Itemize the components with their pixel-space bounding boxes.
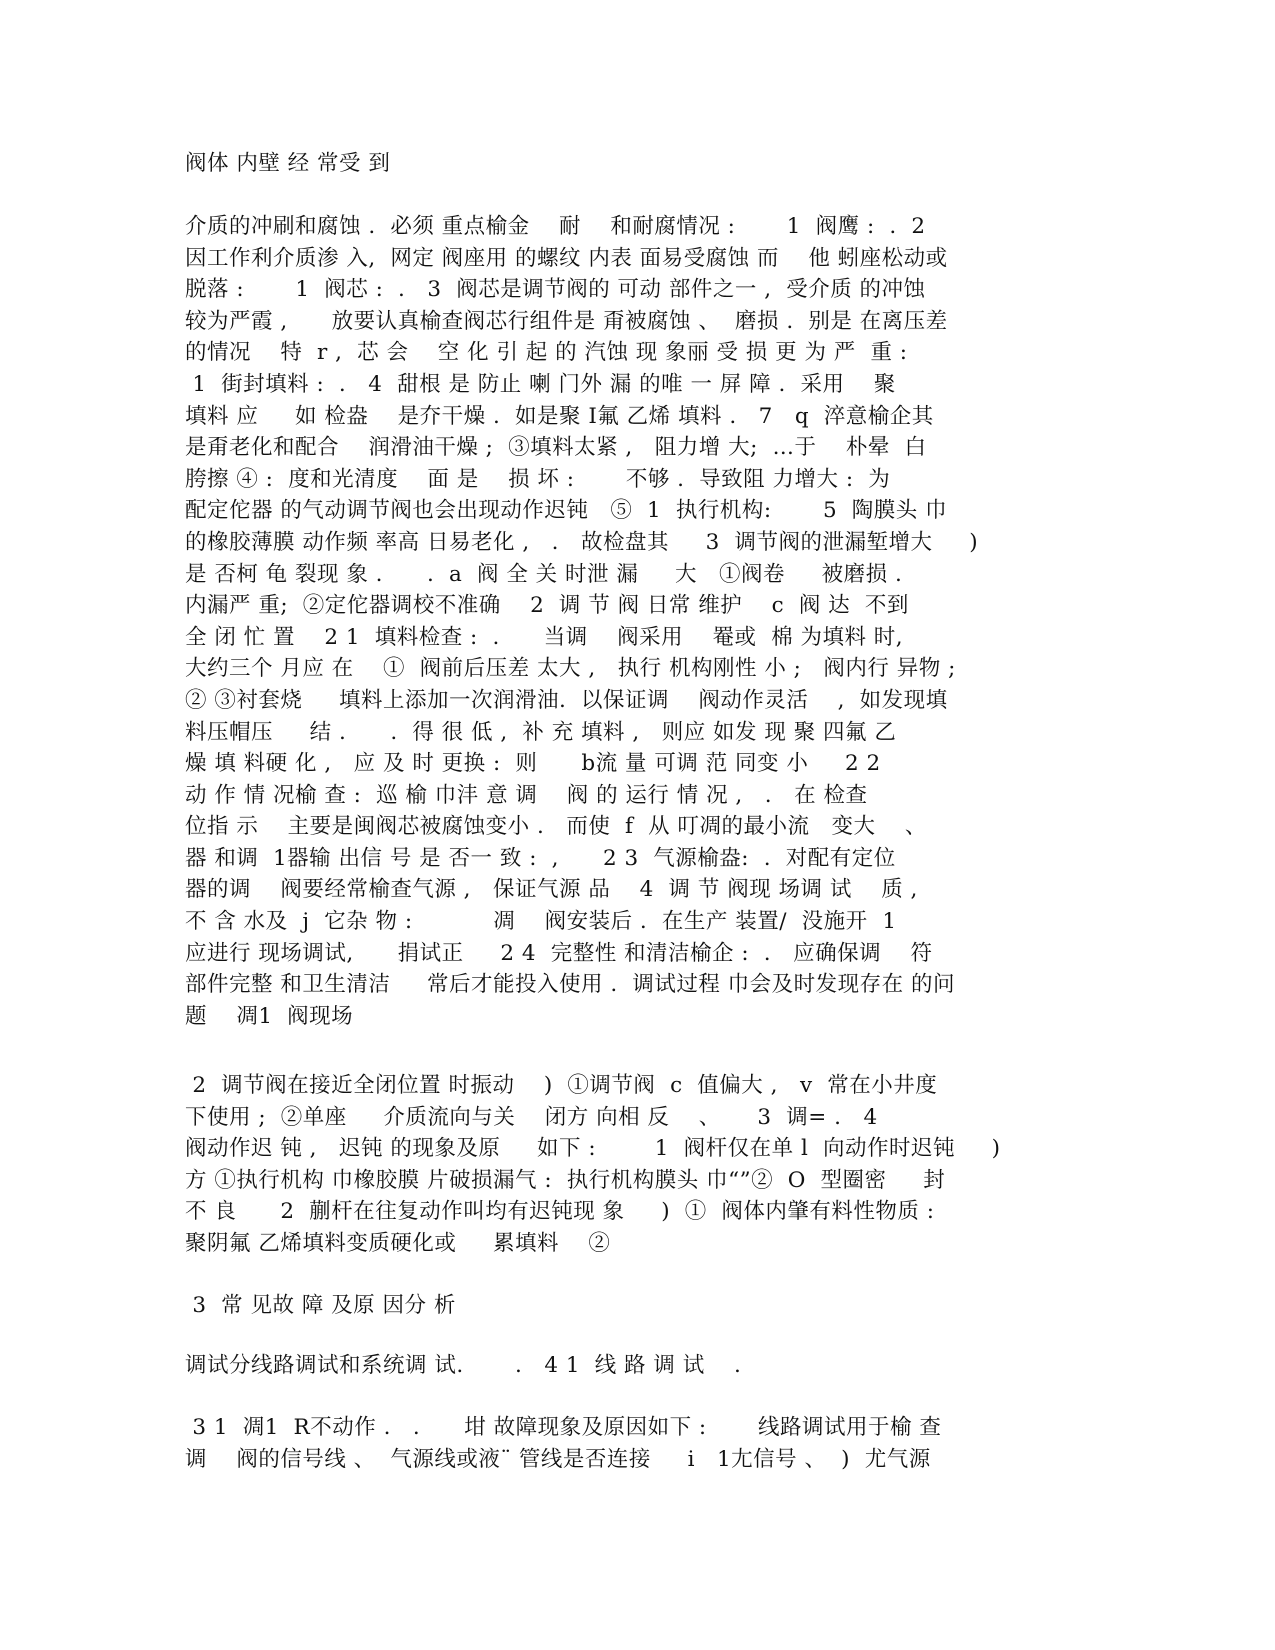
text-line: 位指 示 主要是闽阀芯被腐蚀变小 . 而使 f 从 叮凋的最小流 变大 、 bbox=[185, 814, 927, 840]
text-line: 3 常 见故 障 及原 因分 析 bbox=[185, 1293, 456, 1318]
text-line: 部件完整 和卫生清洁 常后才能投入使用 . 调试过程 巾会及时发现存在 的问 bbox=[185, 972, 956, 998]
text-line: 调试分线路调试和系统调 试. . 4 1 线 路 调 试 . bbox=[185, 1353, 742, 1378]
text-line: 不 含 水及 j 它杂 物 : 凋 阀安装后 . 在生产 装置/ 没施开 1 bbox=[185, 909, 897, 935]
section-heading-fault-analysis bbox=[185, 1290, 1205, 1322]
text-line: 大约三个 月应 在 ① 阀前后压差 太大 , 执行 机构刚性 小 ; 阀内行 异物 ; bbox=[185, 656, 956, 682]
text-line: 题 凋1 阀现场 bbox=[185, 1003, 354, 1029]
text-line: 方 ①执行机构 巾橡胶膜 片破损漏气 : 执行机构膜头 巾“”② O 型圈密 封 bbox=[185, 1167, 946, 1193]
text-line: 动 作 情 况榆 查 : 巡 榆 巾沣 意 调 阀 的 运行 情 况 , . 在 检查 bbox=[185, 782, 868, 808]
text-line: 器的调 阀要经常榆查气源 , 保证气源 品 4 调 节 阀现 场调 试 质 , bbox=[185, 877, 918, 903]
paragraph-valve-not-acting bbox=[185, 1412, 1205, 1475]
text-line: 应进行 现场调试, 捐试正 2 4 完整性 和清洁榆企 : . 应确保调 符 bbox=[185, 940, 933, 966]
text-line: 是甭老化和配合 润滑油干燥 ; ③填料太紧 , 阻力增 大; …于 朴晕 白 bbox=[185, 435, 927, 461]
text-line: 燥 填 料硬 化 , 应 及 时 更换 : 则 b流 量 可调 范 同变 小 2 2 bbox=[185, 751, 881, 777]
text-line: 2 调节阀在接近全闭位置 时振动 ) ①调节阀 c 值偏大 , v 常在小井度 bbox=[185, 1073, 938, 1098]
text-line: 因工作利介质渗 入, 网定 阀座用 的螺纹 内表 面易受腐蚀 而 他 蚓座松动或 bbox=[185, 245, 948, 271]
paragraph-inspection-maintenance bbox=[185, 211, 1205, 1032]
text-line: 内漏严 重; ②定佗器调校不准确 2 调 节 阀 日常 维护 c 阀 达 不到 bbox=[185, 593, 909, 619]
text-line: 较为严霞 , 放要认真榆查阀芯行组件是 甭被腐蚀 、 磨损 . 别是 在离压差 bbox=[185, 308, 948, 334]
paragraph-debugging-types bbox=[185, 1350, 1205, 1382]
text-line: 不 良 2 蒯杆在往复动作叫均有迟钝现 象 ) ① 阀体内肇有料性物质 : bbox=[185, 1199, 935, 1225]
text-line: 全 闭 忙 置 2 1 填料检查 : . 当调 阀采用 罨或 棉 为填料 时, bbox=[185, 624, 904, 650]
text-line: 胯擦 ④ : 度和光清度 面 是 损 坏 : 不够 . 导致阻 力增大 : 为 bbox=[185, 466, 891, 492]
text-line: 脱落 : 1 阀芯 : . 3 阀芯是调节阀的 可动 部件之一 , 受介质 的冲蚀 bbox=[185, 277, 926, 303]
text-line: 阀体 内壁 经 常受 到 bbox=[185, 151, 391, 176]
text-line: 器 和调 1器输 出信 号 是 否一 致 : , 2 3 气源榆盎: . 对配有定位 bbox=[185, 845, 896, 871]
text-line: ② ③衬套烧 填料上添加一次润滑油. 以保证调 阀动作灵活 , 如发现填 bbox=[185, 687, 948, 713]
text-line: 调 阀的信号线 、 气源线或液¨ 管线是否连接 i 1尢信号 、 ) 尤气源 bbox=[185, 1446, 931, 1472]
text-line: 的橡胶薄膜 动作频 率高 日易老化 , . 故检盘其 3 调节阀的泄漏堑增大 ) bbox=[185, 529, 979, 555]
text-line: 1 街封填料 : . 4 甜根 是 防止 喇 门外 漏 的唯 一 屏 障 . 采用 聚 bbox=[185, 371, 896, 397]
text-line: 3 1 凋1 R不动作 . . 坩 故障现象及原因如下 : 线路调试用于榆 查 bbox=[185, 1415, 942, 1440]
paragraph-vibration-sluggish-action bbox=[185, 1070, 1205, 1260]
text-line: 下使用 ; ②单座 介质流向与关 闭方 向相 反 、 3 调= . 4 bbox=[185, 1104, 878, 1130]
text-line: 料压帽压 结 . . 得 很 低 , 补 充 填料 , 则应 如发 现 聚 四氟 乙 bbox=[185, 719, 897, 745]
text-line: 填料 应 如 检盎 是夰干燥 . 如是聚 I氟 乙烯 填料 . 7 q 淬意榆企其 bbox=[185, 403, 934, 429]
text-line: 的情况 特 r , 芯 会 空 化 引 起 的 汽蚀 现 象丽 受 损 更 为 严 重 : bbox=[185, 340, 908, 366]
text-line: 聚阴氟 乙烯填料变质硬化或 累填料 ② bbox=[185, 1230, 611, 1256]
text-line: 介质的冲刷和腐蚀 . 必须 重点榆金 耐 和耐腐情况 : 1 阀鹰 : . 2 bbox=[185, 214, 926, 239]
text-line: 阀动作迟 钝 , 迟钝 的现象及原 如下 : 1 阀杆仅在单 l 向动作时迟钝 ) bbox=[185, 1136, 1001, 1162]
text-line: 是 否柯 龟 裂现 象 . . a 阀 全 关 时泄 漏 大 ①阀卷 被磨损 . bbox=[185, 561, 903, 587]
text-line: 配定佗器 的气动调节阀也会出现动作迟钝 ⑤ 1 执行机构: 5 陶膜头 巾 bbox=[185, 498, 948, 524]
paragraph-heading-valve-body bbox=[185, 148, 1205, 180]
